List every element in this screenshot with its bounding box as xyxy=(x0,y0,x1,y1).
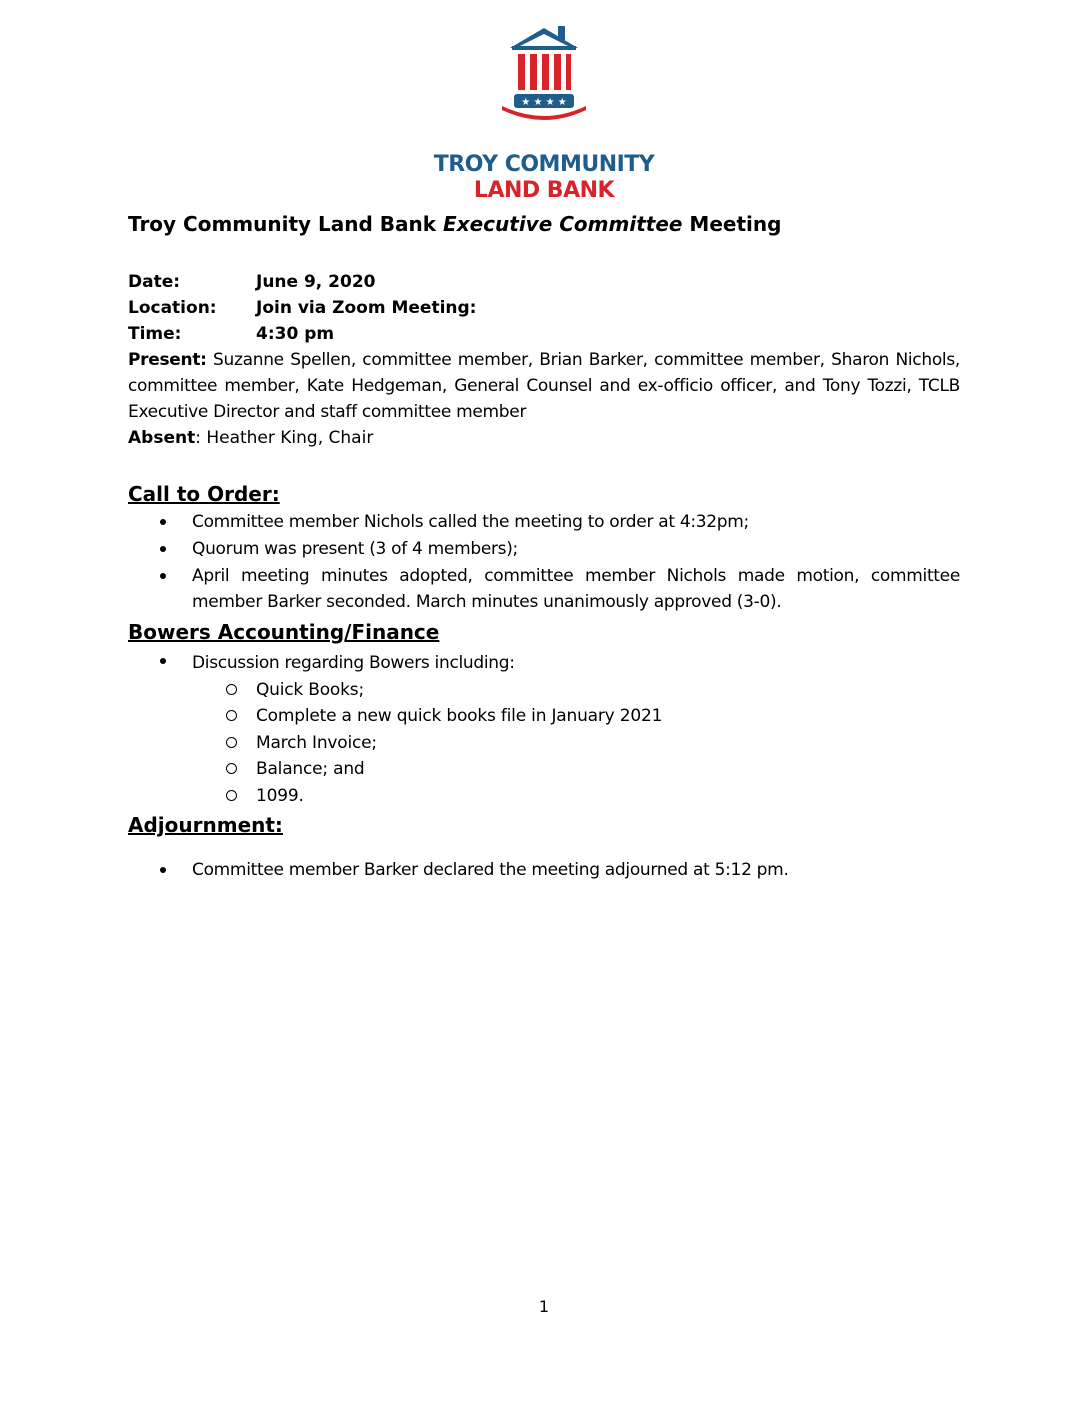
meta-location xyxy=(128,295,960,321)
section-heading-bowers: Bowers Accounting/Finance xyxy=(128,620,440,644)
bullet-icon xyxy=(160,546,166,552)
date-value: June 9, 2020 xyxy=(256,272,376,292)
bullet-icon xyxy=(160,573,166,579)
absent-value: : Heather King, Chair xyxy=(195,428,374,448)
attendees-present xyxy=(128,347,960,425)
section-heading-call-to-order: Call to Order: xyxy=(128,482,280,506)
time-label: Time: xyxy=(128,324,182,344)
page-number: 1 xyxy=(538,1297,550,1316)
date-label: Date: xyxy=(128,272,181,292)
logo xyxy=(422,22,666,203)
title-italic: Executive Committee xyxy=(443,212,683,236)
svg-text:★ ★ ★ ★: ★ ★ ★ ★ xyxy=(521,97,567,108)
section-heading-adjournment: Adjournment: xyxy=(128,813,283,837)
circle-bullet-icon xyxy=(226,737,237,748)
location-label: Location: xyxy=(128,298,217,318)
bullet-icon xyxy=(160,658,166,664)
logo-wordmark-line2: LAND BANK xyxy=(473,178,615,203)
present-label: Present: xyxy=(128,350,207,370)
logo-wordmark-line1: TROY COMMUNITY xyxy=(433,152,655,177)
bullet-icon xyxy=(160,519,166,525)
absent-label: Absent xyxy=(128,428,196,448)
circle-bullet-icon xyxy=(226,684,237,695)
present-value: Suzanne Spellen, committee member, Brian Barker, committee member, Sharon Nichols, committee member, Kate Hedgeman, General Counsel and ex-officio officer, and Tony Tozzi, TCLB Executive Director and staff committee member xyxy=(128,350,960,422)
location-value: Join via Zoom Meeting: xyxy=(256,298,477,318)
attendees-absent xyxy=(128,425,373,451)
meta-date xyxy=(128,269,960,295)
land-bank-house-icon xyxy=(500,22,588,126)
time-value: 4:30 pm xyxy=(256,324,335,344)
meta-time xyxy=(128,321,960,347)
circle-bullet-icon xyxy=(226,790,237,801)
bullet-icon xyxy=(160,867,166,873)
circle-bullet-icon xyxy=(226,763,237,774)
document-title: Troy Community Land Bank Executive Committee Meeting xyxy=(128,212,782,236)
circle-bullet-icon xyxy=(226,710,237,721)
